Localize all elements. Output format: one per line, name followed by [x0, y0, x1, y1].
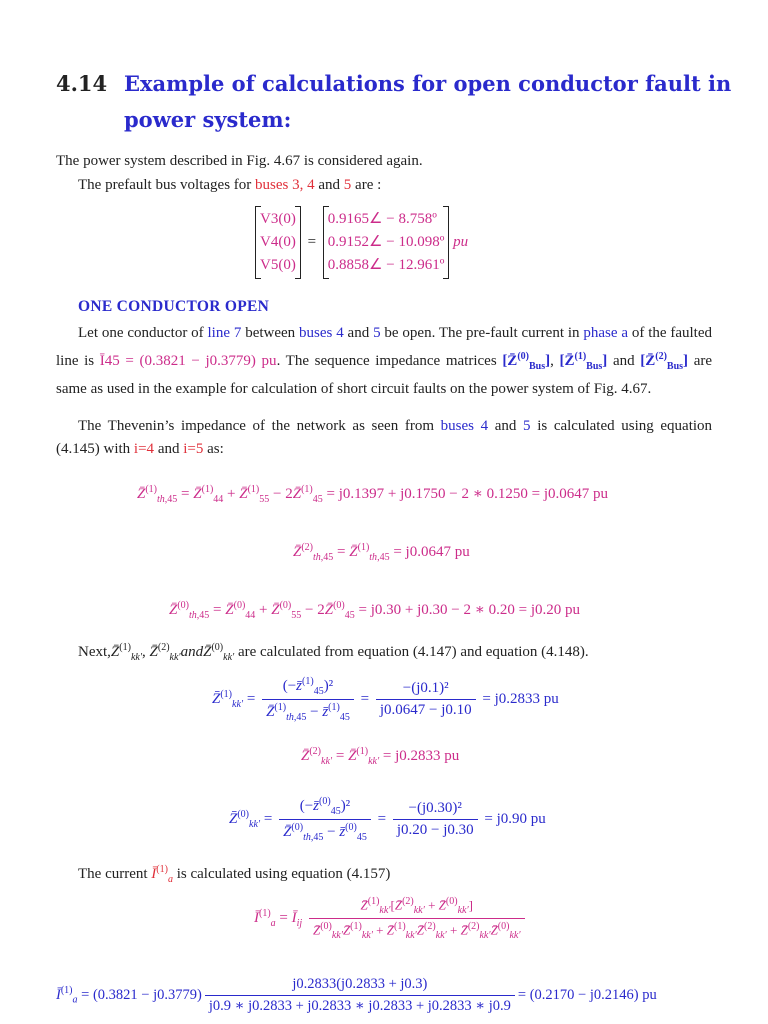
voltage-unit: pu	[453, 233, 469, 250]
link-buses-3-4[interactable]: buses 3, 4	[255, 177, 315, 193]
section-number: 4.14	[56, 71, 108, 96]
voltage-value-3: 0.9165∠ − 8.758º	[327, 211, 437, 227]
intro-line2: The prefault bus voltages for buses 3, 4 and 5 are :	[78, 177, 382, 193]
equation-current-result: $Ī^{(1)}_a = (0.3821 - j0.3779)$ $\frac{j0.2833(j0.2833 + j0.3)}{j0.9 ∗ j0.2833 + j0.2833 ∗ j0.2833 + j0.2833 ∗ j0.9}$ = (0.2170 − j0.2146) pu	[56, 976, 657, 1014]
link-buses-4b[interactable]: buses 4	[440, 418, 489, 434]
voltage-v4: V4(0)	[260, 234, 296, 250]
section-heading	[56, 66, 736, 138]
equation-zkk-zero: Z̄$^{(0)}_{kk'}$ = $\frac{(-z̄^{(0)}_{45})^2}{Z̄^{(0)}_{th,45} - z̄^{(0)}_{45}}$ = $\frac{\text{−(j0.30)²}}{j0.20 - j0.30}$ = j0.90 pu	[229, 796, 546, 843]
paragraph-current: The current $Ī^{(1)}_a$ is calculated using equation (4.157)	[78, 864, 391, 885]
equation-zkk-positive: Z̄$^{(1)}_{kk'}$ = $\frac{(-z̄^{(1)}_{45})^2}{Z̄^{(1)}_{th,45} - z̄^{(1)}_{45}}$ = $\frac{\text{−(j0.1)²}}{j0.0647 - j0.10}$ = j0.2833 pu	[212, 676, 559, 723]
z-bus-0: [Z̄$^{(0)}_{Bus}$]	[502, 351, 551, 372]
section-title-line1: Example of calculations for open conductor fault in	[124, 71, 732, 96]
voltage-value-5: 0.8858∠ − 12.961º	[327, 257, 445, 273]
equation-thevenin-positive: Z̄$^{(1)}_{th,45}$ = Z̄$^{(1)}_{44}$ + Z̄$^{(1)}_{55}$ − 2Z̄$^{(1)}_{45}$ = j0.1397 + j0.1750 − 2 ∗ 0.1250 = j0.0647 pu	[137, 484, 609, 505]
link-bus-5c[interactable]: 5	[523, 418, 531, 434]
voltage-v3: V3(0)	[260, 211, 296, 227]
voltage-value-4: 0.9152∠ − 10.098º	[327, 234, 445, 250]
subheading-one-conductor-open: ONE CONDUCTOR OPEN	[78, 298, 270, 315]
equation-zkk-negative: Z̄$^{(2)}_{kk'}$ = Z̄$^{(1)}_{kk'}$ = j0.2833 pu	[301, 746, 460, 767]
link-bus-5[interactable]: 5	[343, 177, 352, 193]
voltage-vector	[255, 206, 301, 279]
link-buses-4[interactable]: buses 4	[299, 325, 344, 341]
prefault-current: Ī45 = (0.3821 − j0.3779) pu	[99, 353, 277, 369]
equation-thevenin-zero: Z̄$^{(0)}_{th,45}$ = Z̄$^{(0)}_{44}$ + Z̄$^{(0)}_{55}$ − 2Z̄$^{(0)}_{45}$ = j0.30 + j0.30 − 2 ∗ 0.20 = j0.20 pu	[169, 600, 581, 621]
paragraph-thevenin: The Thevenin’s impedance of the network as seen from buses 4 and 5 is calculated using equation (4.145) with i=4 and i=5 as:	[56, 418, 713, 457]
index-i4: i=4	[133, 441, 155, 457]
link-bus-5b[interactable]: 5	[373, 325, 381, 341]
equation-current-general: $Ī^{(1)}_a$ = $Ī_{ij}$ $\frac{Z̄^{(1)}_{kk'}[Z̄^{(2)}_{kk'} + Z̄^{(0)}_{kk'}]}{Z̄^{(0)}_{kk'}Z̄^{(1)}_{kk'} + Z̄^{(1)}_{kk'}Z̄^{(2)}_{kk'} + Z̄^{(2)}_{kk'}Z̄^{(0)}_{kk'}}$	[254, 896, 528, 941]
link-phase-a[interactable]: phase a	[583, 325, 629, 341]
index-i5: i=5	[183, 441, 204, 457]
intro-line1: The power system described in Fig. 4.67 is considered again.	[56, 153, 423, 169]
equation-thevenin-negative: Z̄$^{(2)}_{th,45}$ = Z̄$^{(1)}_{th,45}$ = j0.0647 pu	[293, 542, 470, 563]
link-line-7[interactable]: line 7	[207, 325, 242, 341]
voltage-v5: V5(0)	[260, 257, 296, 273]
paragraph-open-conductor: Let one conductor of line 7 between buses 4 and 5 be open. The pre-fault current in phase a of the faulted line is Ī45 = (0.3821 − j0.3779) pu. The sequence impedance matrices [Z̄$^{(0)}_{Bus}$], [Z̄$^{(1)}_{Bus}$] and [Z̄$^{(2)}_{Bus}$] are same as used in the example for calculation of short circuit faults on the power system of Fig. 4.67.	[56, 325, 713, 397]
section-title-line2: power system:	[124, 107, 292, 132]
paragraph-next: Next,Z̄$^{(1)}_{kk'}$, Z̄$^{(2)}_{kk'}$andZ̄$^{(0)}_{kk'}$ are calculated from equation (4.147) and equation (4.148).	[78, 642, 589, 663]
z-bus-1: [Z̄$^{(1)}_{Bus}$]	[559, 351, 608, 372]
voltage-matrix-equation: V3(0) V4(0) V5(0) = 0.9165∠ − 8.758º 0.9152∠ − 10.098º 0.8858∠ − 12.961º pu	[255, 206, 468, 279]
voltage-values	[323, 206, 450, 279]
z-bus-2: [Z̄$^{(2)}_{Bus}$]	[640, 351, 689, 372]
